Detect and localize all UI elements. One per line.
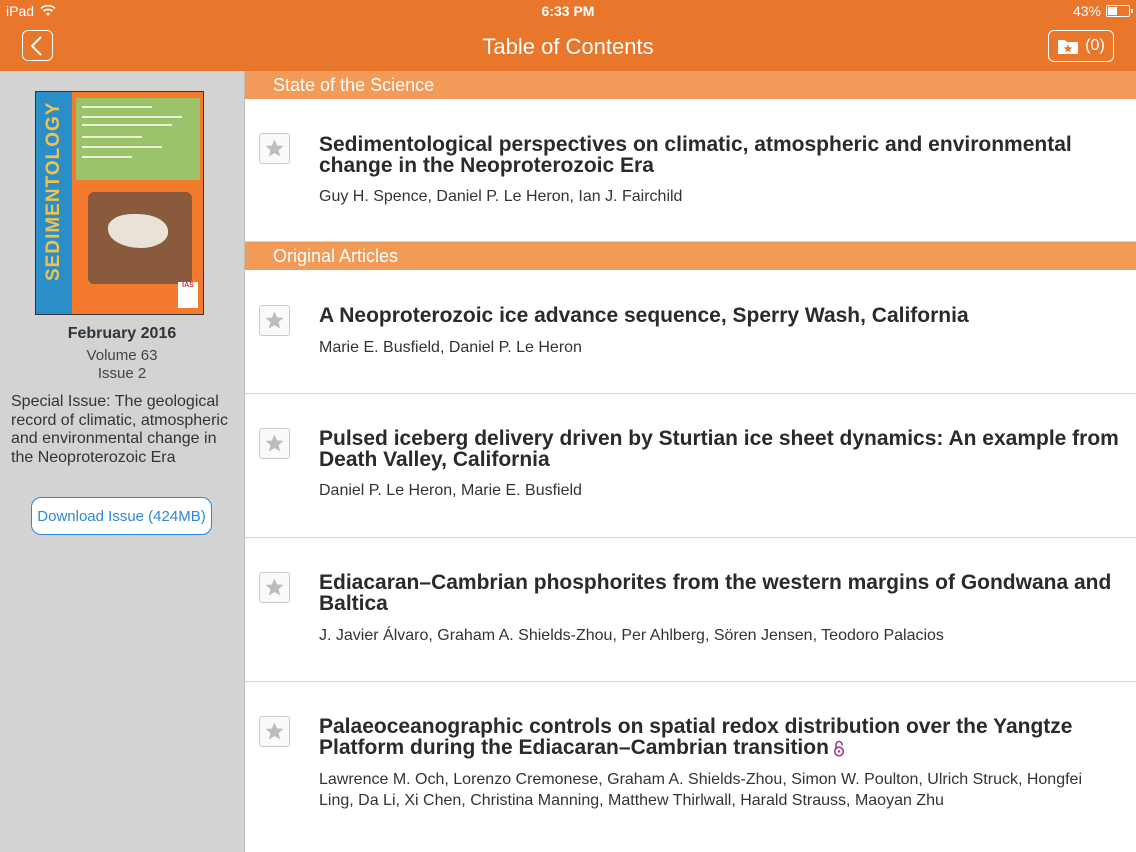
status-bar xyxy=(0,0,1136,22)
nav-bar xyxy=(0,22,1136,71)
article-row[interactable] xyxy=(245,538,1136,682)
article-title[interactable]: A Neoproterozoic ice advance sequence, Sperry Wash, California xyxy=(319,304,969,327)
issue-sidebar xyxy=(0,71,245,852)
status-right xyxy=(1073,3,1130,19)
favorite-toggle[interactable] xyxy=(259,716,290,747)
article-authors: Marie E. Busfield, Daniel P. Le Heron xyxy=(319,339,582,356)
page-title: Table of Contents xyxy=(482,34,654,59)
battery-icon xyxy=(1106,5,1130,17)
article-row[interactable] xyxy=(245,394,1136,538)
article-row[interactable] xyxy=(245,99,1136,242)
cover-text-line xyxy=(82,116,182,118)
favorite-toggle[interactable] xyxy=(259,305,290,336)
favorite-toggle[interactable] xyxy=(259,572,290,603)
cover-text-line xyxy=(82,156,132,158)
battery-level xyxy=(1108,7,1117,15)
article-authors: J. Javier Álvaro, Graham A. Shields-Zhou, Per Ahlberg, Sören Jensen, Teodoro Palacios xyxy=(319,627,944,644)
cover-text-line xyxy=(82,146,162,148)
cover-text-line xyxy=(82,136,142,138)
cover-spine-title: SEDIMENTOLOGY xyxy=(43,101,64,281)
article-title[interactable]: Palaeoceanographic controls on spatial redox distribution over the Yangtze Platform during the Ediacaran–Cambrian transition xyxy=(319,715,1073,759)
article-authors: Guy H. Spence, Daniel P. Le Heron, Ian J. Fairchild xyxy=(319,188,683,205)
favorites-count: (0) xyxy=(1085,37,1105,54)
issue-volume: Volume 63 xyxy=(86,347,158,364)
star-icon xyxy=(264,577,285,598)
cover-spine xyxy=(36,92,72,314)
cover-text-line xyxy=(82,106,152,108)
star-icon xyxy=(264,721,285,742)
article-row[interactable] xyxy=(245,682,1136,852)
article-authors: Daniel P. Le Heron, Marie E. Busfield xyxy=(319,482,582,499)
star-folder-icon xyxy=(1057,37,1079,55)
top-bar xyxy=(0,0,1136,71)
cover-logo: IAS xyxy=(178,282,198,308)
status-time: 6:33 PM xyxy=(541,3,595,19)
open-access-icon xyxy=(833,740,845,757)
issue-number: Issue 2 xyxy=(97,365,147,382)
device-label: iPad xyxy=(6,3,35,19)
cover-text-line xyxy=(82,124,172,126)
article-title[interactable]: Ediacaran–Cambrian phosphorites from the western margins of Gondwana and Baltica xyxy=(319,571,1112,615)
article-title-container[interactable] xyxy=(319,716,1119,758)
star-icon xyxy=(264,138,285,159)
favorite-toggle[interactable] xyxy=(259,428,290,459)
article-authors: Lawrence M. Och, Lorenzo Cremonese, Graham A. Shields-Zhou, Simon W. Poulton, Ulrich Struck, Hongfei Ling, Da Li, Xi Chen, Christina Manning, Matthew Thirlwall, Harald Strauss, Maoyan Zhu xyxy=(319,771,1082,809)
section-header: State of the Science xyxy=(245,71,1136,99)
star-icon xyxy=(264,310,285,331)
issue-date: February 2016 xyxy=(67,325,177,342)
issue-description: Special Issue: The geological record of climatic, atmospheric and environmental change in the Neoproterozoic Era xyxy=(11,393,228,466)
star-icon xyxy=(264,433,285,454)
section-header: Original Articles xyxy=(245,242,1136,270)
favorite-toggle[interactable] xyxy=(259,133,290,164)
favorites-button[interactable] xyxy=(1048,30,1114,62)
article-row[interactable] xyxy=(245,270,1136,394)
issue-cover-image[interactable] xyxy=(35,91,204,315)
battery-percent: 43% xyxy=(1072,3,1101,19)
download-issue-button[interactable]: Download Issue (424MB) xyxy=(31,497,212,535)
article-title[interactable]: Pulsed iceberg delivery driven by Sturtian ice sheet dynamics: An example from Death Valley, California xyxy=(319,427,1119,471)
cover-title-block xyxy=(76,98,200,180)
article-title[interactable]: Sedimentological perspectives on climatic, atmospheric and environmental change in the Neoproterozoic Era xyxy=(319,133,1072,177)
toc-list xyxy=(245,71,1136,852)
